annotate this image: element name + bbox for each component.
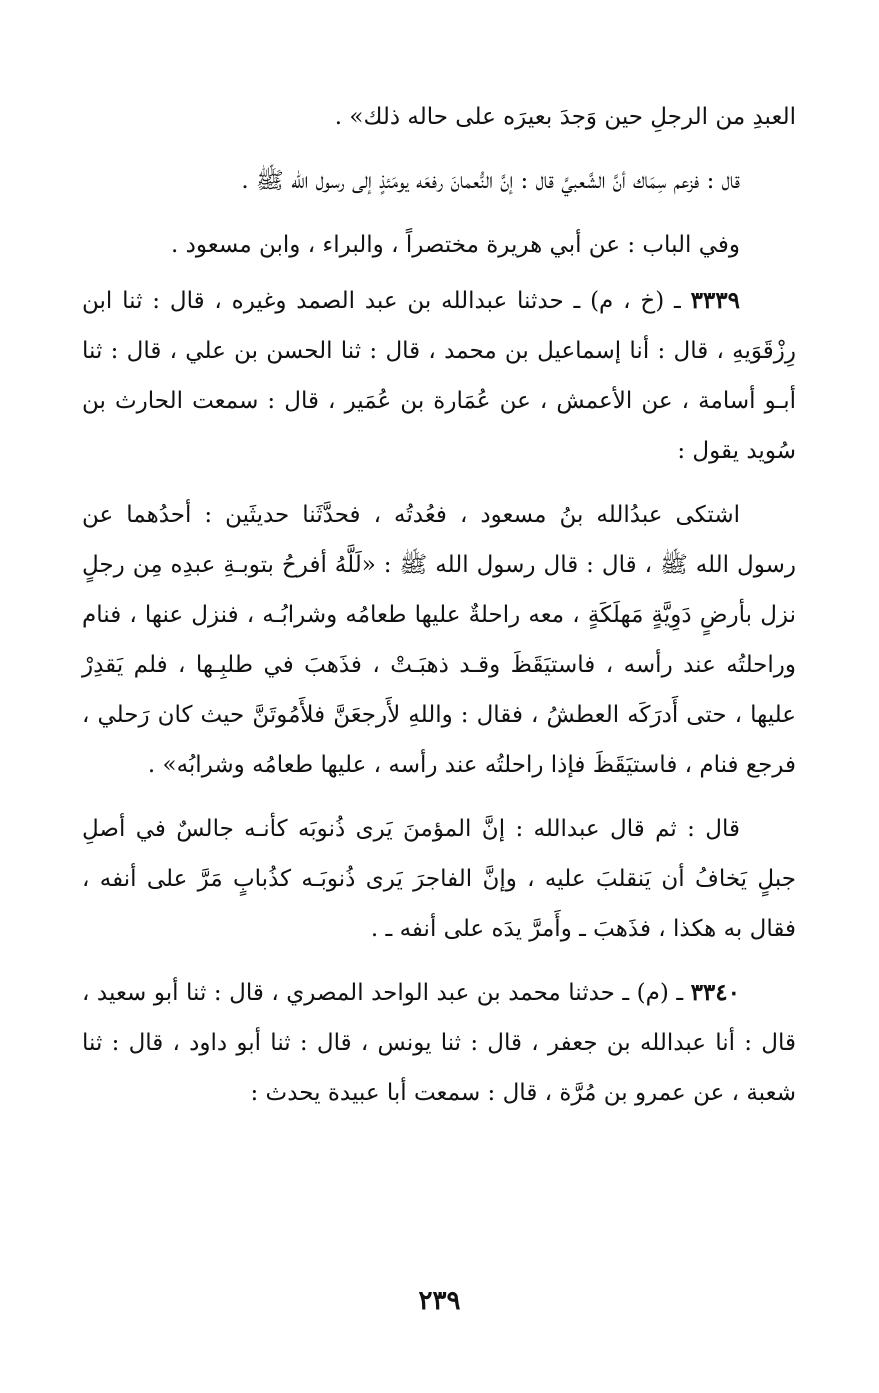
paragraph-hadith-body: اشتكى عبدُالله بنُ مسعود ، فعُدتُه ، فحدَّثَنا حديثَين : أحدُهما عن رسول الله ﷺ ، قال : قال رسول الله ﷺ : «لَلَّهُ أفرحُ بتوبـةِ عبدِه مِن رجلٍ نزل بأرضٍ دَوِيَّةٍ مَهلَكَةٍ ، معه راحلةٌ عليها طعامُه وشرابُـه ، فنزل عنها ، فنام وراحلتُه عند رأسه ، فاستيَقَظَ وقـد ذهبَـتْ ، فذَهبَ في طلبِـها ، فلم يَقدِرْ عليها ، حتى أَدرَكَه العطشُ ، فقال : واللهِ لأَرجعَنَّ فلأَمُوتَنَّ حيث كان رَحلي ، فرجع فنام ، فاستيَقَظَ فإذا راحلتُه عند رأسه ، عليها طعامُه وشرابُه» . — [82, 502, 796, 778]
paragraph-chapter-note: وفي الباب : عن أبي هريرة مختصراً ، والبراء ، وابن مسعود . — [170, 232, 740, 258]
hadith-text: ـ (خ ، م) ـ حدثنا عبدالله بن عبد الصمد وغيره ، قال : ثنا ابن رِزْقَوَيهِ ، قال : أنا إسماعيل بن محمد ، قال : ثنا الحسن بن علي ، قال : ثنا أبـو أسامة ، عن الأعمش ، عن عُمَارة بن عُمَير ، قال : سمعت الحارث بن سُويد يقول : — [82, 288, 796, 464]
hadith-3340 — [82, 968, 796, 1118]
paragraph-narration-2: قال : ثم قال عبدالله : إنَّ المؤمنَ يَرى ذُنوبَه كأنـه جالسٌ في أصلِ جبلٍ يَخافُ أن يَنقلبَ عليه ، وإنَّ الفاجرَ يَرى ذُنوبَـه كذُبابٍ مَرَّ على أنفه ، فقال به هكذا ، فذَهبَ ـ وأَمرَّ يدَه على أنفه ـ . — [82, 816, 796, 942]
page-number: ٢٣٩ — [418, 1286, 461, 1316]
hadith-number: ٣٣٤٠ — [690, 979, 740, 1006]
paragraph-narration: قال : فزعم سِمَاك أنَّ الشَّعبيَّ قال : إنَّ النُّعمانَ رفعَه يومَئذٍ إلى رسول الله ﷺ . — [241, 168, 740, 194]
page-body — [82, 92, 796, 1322]
paragraph-continuation: العبدِ من الرجلِ حين وَجدَ بعيرَه على حاله ذلك» . — [334, 104, 796, 130]
hadith-number: ٣٣٣٩ — [690, 287, 740, 314]
hadith-text: ـ (م) ـ حدثنا محمد بن عبد الواحد المصري ، قال : ثنا أبو سعيد ، قال : أنا عبدالله بن جعفر ، قال : ثنا يونس ، قال : ثنا أبو داود ، قال : ثنا شعبة ، عن عمرو بن مُرَّة ، قال : سمعت أبا عبيدة يحدث : — [82, 980, 796, 1106]
hadith-3339 — [82, 276, 796, 476]
